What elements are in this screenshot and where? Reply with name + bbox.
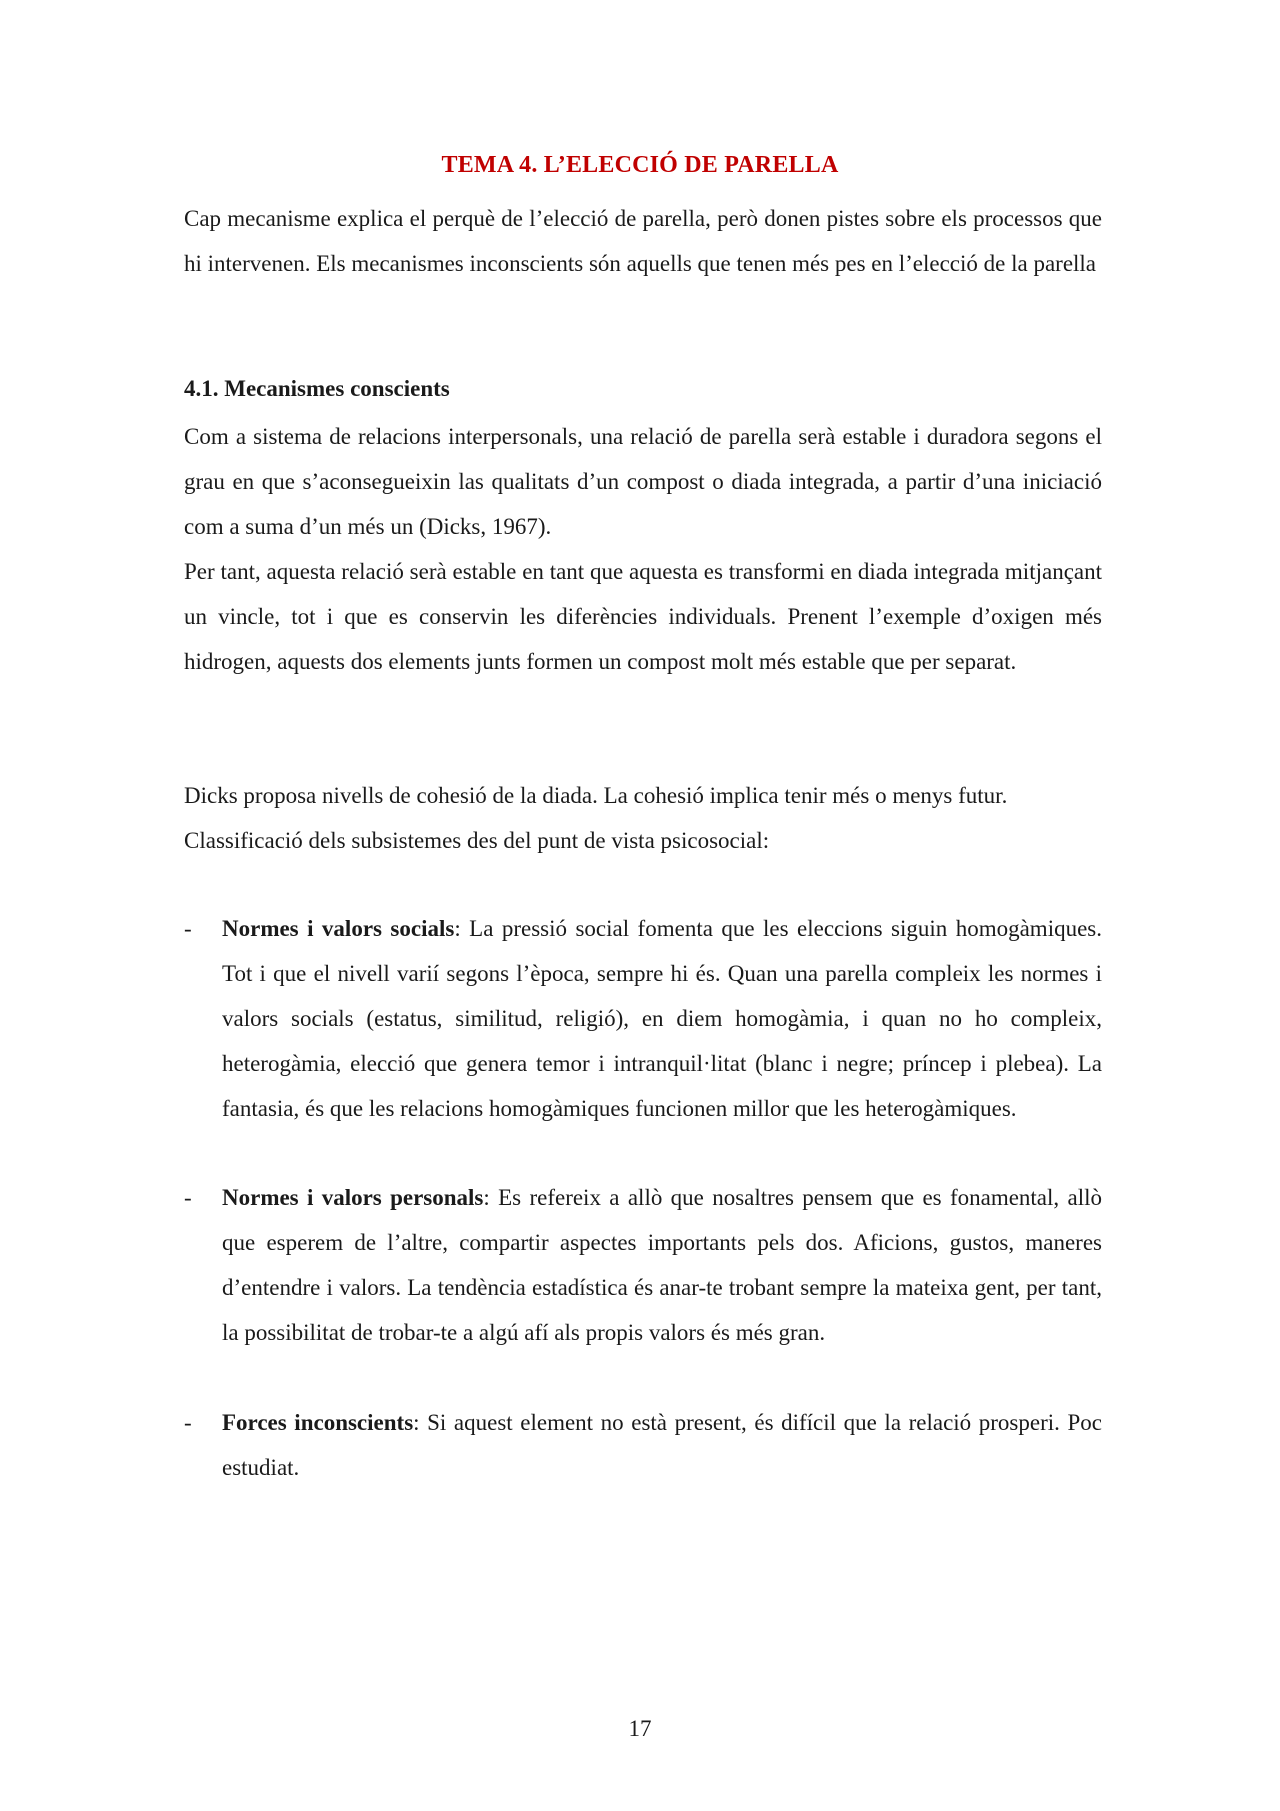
bullet-body xyxy=(222,906,1102,1131)
bullet-body xyxy=(222,1400,1102,1490)
page-title: TEMA 4. L’ELECCIÓ DE PARELLA xyxy=(441,152,839,178)
paragraph-1: Com a sistema de relacions interpersonals, una relació de parella serà estable i duradora segons el grau en que s’aconsegueixin las qualitats d’un compost o diada integrada, a partir d’una iniciació com a suma d’un més un (Dicks, 1967). xyxy=(184,424,1102,539)
bullet-dash: - xyxy=(184,916,192,941)
bullet-text: : Si aquest element no està present, és difícil que la relació prosperi. Poc estudiat. xyxy=(222,1410,1102,1480)
bullet-term: Normes i valors socials xyxy=(222,916,455,941)
bullet-body xyxy=(222,1175,1102,1355)
bullet-term: Forces inconscients xyxy=(222,1410,414,1435)
page-number: 17 xyxy=(628,1716,652,1741)
section-heading: 4.1. Mecanismes conscients xyxy=(184,376,450,401)
bullet-term: Normes i valors personals xyxy=(222,1185,484,1210)
bullet-dash: - xyxy=(184,1410,192,1435)
paragraph-3: Dicks proposa nivells de cohesió de la diada. La cohesió implica tenir més o menys futur. Classificació dels subsistemes des del punt de vista psicosocial: xyxy=(184,783,1008,853)
bullet-text: : La pressió social fomenta que les eleccions siguin homogàmiques. Tot i que el nivell varií segons l’època, sempre hi és. Quan una parella compleix les normes i valors socials (estatus, similitud, religió), en diem homogàmia, i quan no ho compleix, heterogàmia, elecció que genera temor i intranquil·litat (blanc i negre; príncep i plebea). La fantasia, és que les relacions homogàmiques funcionen millor que les heterogàmiques. xyxy=(222,916,1102,1121)
intro-paragraph: Cap mecanisme explica el perquè de l’elecció de parella, però donen pistes sobre els processos que hi intervenen. Els mecanismes inconscients són aquells que tenen més pes en l’elecció de la parella xyxy=(184,206,1102,276)
bullet-text: : Es refereix a allò que nosaltres pensem que es fonamental, allò que esperem de l’altre, compartir aspectes importants pels dos. Aficions, gustos, maneres d’entendre i valors. La tendència estadística és anar-te trobant sempre la mateixa gent, per tant, la possibilitat de trobar-te a algú afí als propis valors és més gran. xyxy=(222,1185,1102,1345)
bullet-dash: - xyxy=(184,1185,192,1210)
paragraph-2: Per tant, aquesta relació serà estable en tant que aquesta es transformi en diada integrada mitjançant un vincle, tot i que es conservin les diferències individuals. Prenent l’exemple d’oxigen més hidrogen, aquests dos elements junts formen un compost molt més estable que per separat. xyxy=(184,559,1102,674)
